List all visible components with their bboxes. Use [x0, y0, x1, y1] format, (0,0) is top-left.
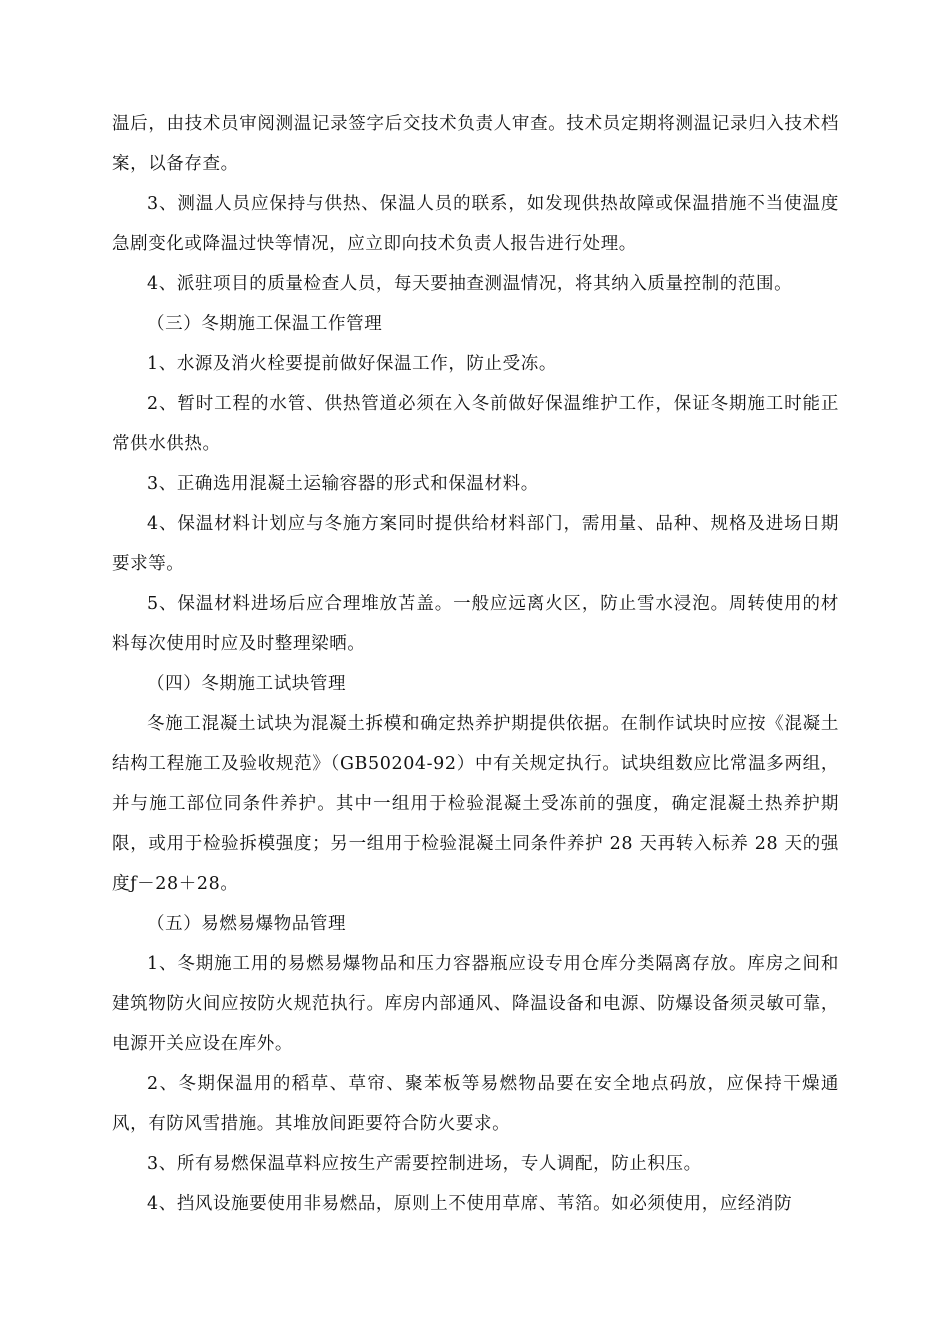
section-heading: （五）易燃易爆物品管理	[147, 914, 347, 934]
paragraph: 4、挡风设施要使用非易燃品，原则上不使用草席、苇箔。如必须使用，应经消防	[147, 1194, 793, 1214]
paragraph: 温后，由技术员审阅测温记录签字后交技术负责人审查。技术员定期将测温记录归入技术档案，以备存查。	[112, 114, 839, 174]
paragraph: 3、所有易燃保温草料应按生产需要控制进场，专人调配，防止积压。	[147, 1154, 702, 1174]
paragraph: 4、保温材料计划应与冬施方案同时提供给材料部门，需用量、品种、规格及进场日期要求等。	[112, 514, 839, 574]
paragraph: 冬施工混凝土试块为混凝土拆模和确定热养护期提供依据。在制作试块时应按《混凝土结构工程施工及验收规范》（GB50204-92）中有关规定执行。试块组数应比常温多两组，并与施工部位同条件养护。其中一组用于检验混凝土受冻前的强度，确定混凝土热养护期限，或用于检验拆模强度；另一组用于检验混凝土同条件养护 28 天再转入标养 28 天的强度ƒ－28＋28。	[112, 714, 839, 894]
paragraph: 3、正确选用混凝土运输容器的形式和保温材料。	[147, 474, 539, 494]
section-heading: （四）冬期施工试块管理	[147, 674, 347, 694]
paragraph: 5、保温材料进场后应合理堆放苫盖。一般应远离火区，防止雪水浸泡。周转使用的材料每次使用时应及时整理梁晒。	[112, 594, 839, 654]
paragraph: 4、派驻项目的质量检查人员，每天要抽查测温情况，将其纳入质量控制的范围。	[147, 274, 793, 294]
paragraph: 1、水源及消火栓要提前做好保温工作，防止受冻。	[147, 354, 557, 374]
paragraph: 2、暂时工程的水管、供热管道必须在入冬前做好保温维护工作，保证冬期施工时能正常供水供热。	[112, 394, 839, 454]
paragraph: 1、冬期施工用的易燃易爆物品和压力容器瓶应设专用仓库分类隔离存放。库房之间和建筑物防火间应按防火规范执行。库房内部通风、降温设备和电源、防爆设备须灵敏可靠，电源开关应设在库外。	[112, 954, 839, 1054]
paragraph: 2、冬期保温用的稻草、草帘、聚苯板等易燃物品要在安全地点码放，应保持干燥通风，有防风雪措施。其堆放间距要符合防火要求。	[112, 1074, 839, 1134]
document-body	[112, 104, 839, 1224]
paragraph: 3、测温人员应保持与供热、保温人员的联系，如发现供热故障或保温措施不当使温度急剧变化或降温过快等情况，应立即向技术负责人报告进行处理。	[112, 194, 839, 254]
section-heading: （三）冬期施工保温工作管理	[147, 314, 383, 334]
